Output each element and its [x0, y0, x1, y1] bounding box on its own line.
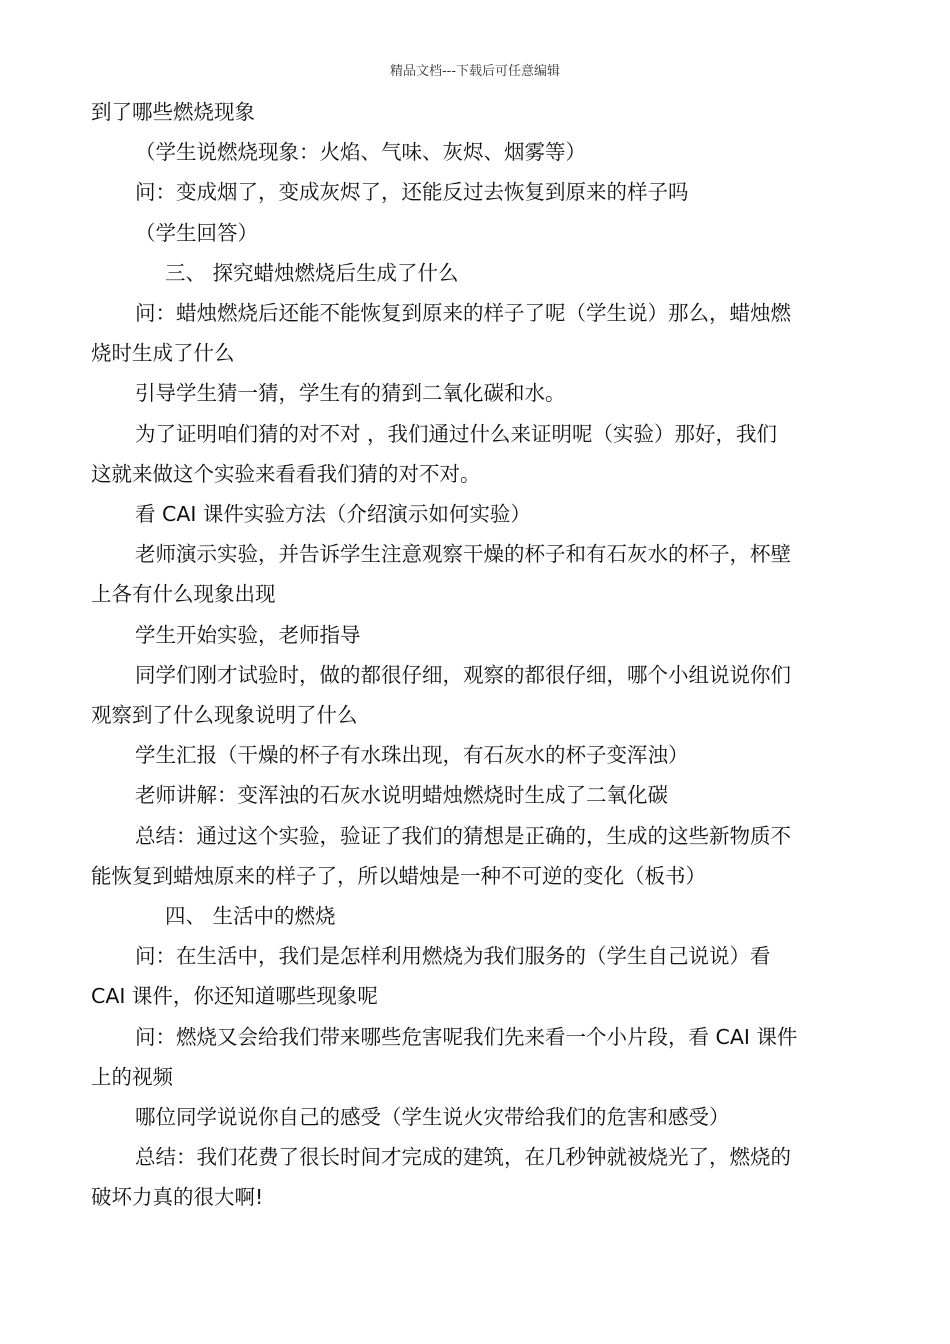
- page-header: 精品文档---下载后可任意编辑: [389, 64, 561, 79]
- section-heading: 四、 生活中的燃烧: [165, 904, 336, 929]
- paragraph-line: 总结：通过这个实验，验证了我们的猜想是正确的，生成的这些新物质不: [135, 823, 791, 848]
- paragraph-line: 上各有什么现象出现: [91, 582, 276, 607]
- paragraph-line: 引导学生猜一猜，学生有的猜到二氧化碳和水。: [135, 381, 566, 406]
- paragraph-line: 同学们刚才试验时，做的都很仔细，观察的都很仔细，哪个小组说说你们: [135, 662, 791, 687]
- paragraph-line: 学生汇报（干燥的杯子有水珠出现，有石灰水的杯子变浑浊）: [135, 743, 689, 768]
- paragraph-line: CAI 课件，你还知道哪些现象呢: [91, 984, 378, 1009]
- paragraph-line: 看 CAI 课件实验方法（介绍演示如何实验）: [135, 502, 531, 527]
- paragraph-line: 上的视频: [91, 1064, 173, 1089]
- paragraph-line: 破坏力真的很大啊!: [91, 1185, 264, 1210]
- paragraph-line: 老师演示实验，并告诉学生注意观察干燥的杯子和有石灰水的杯子，杯壁: [135, 542, 791, 567]
- paragraph-line: 哪位同学说说你自己的感受（学生说火灾带给我们的危害和感受）: [135, 1105, 730, 1130]
- paragraph-line: 老师讲解：变浑浊的石灰水说明蜡烛燃烧时生成了二氧化碳: [135, 783, 668, 808]
- paragraph-line: 能恢复到蜡烛原来的样子了，所以蜡烛是一种不可逆的变化（板书）: [91, 863, 706, 888]
- paragraph-line: 烧时生成了什么: [91, 341, 235, 366]
- paragraph-line: 学生开始实验，老师指导: [135, 622, 361, 647]
- paragraph-line: 问：变成烟了，变成灰烬了，还能反过去恢复到原来的样子吗: [135, 180, 689, 205]
- paragraph-line: 总结：我们花费了很长时间才完成的建筑，在几秒钟就被烧光了，燃烧的: [135, 1145, 791, 1170]
- paragraph-line: 观察到了什么现象说明了什么: [91, 703, 358, 728]
- paragraph-line: 这就来做这个实验来看看我们猜的对不对。: [91, 461, 481, 486]
- paragraph-line: （学生说燃烧现象：火焰、气味、灰烬、烟雾等）: [135, 140, 586, 165]
- paragraph-line: 问：燃烧又会给我们带来哪些危害呢我们先来看一个小片段，看 CAI 课件: [135, 1024, 798, 1049]
- paragraph-line: 问：在生活中，我们是怎样利用燃烧为我们服务的（学生自己说说）看: [135, 944, 771, 969]
- paragraph-line: 为了证明咱们猜的对不对 ，我们通过什么来证明呢（实验）那好，我们: [135, 421, 778, 446]
- paragraph-line: （学生回答）: [135, 220, 258, 245]
- paragraph-line: 到了哪些燃烧现象: [91, 100, 255, 124]
- document-body: [91, 92, 861, 1218]
- section-heading: 三、 探究蜡烛燃烧后生成了什么: [165, 260, 459, 285]
- paragraph-line: 问：蜡烛燃烧后还能不能恢复到原来的样子了呢（学生说）那么，蜡烛燃: [135, 301, 791, 326]
